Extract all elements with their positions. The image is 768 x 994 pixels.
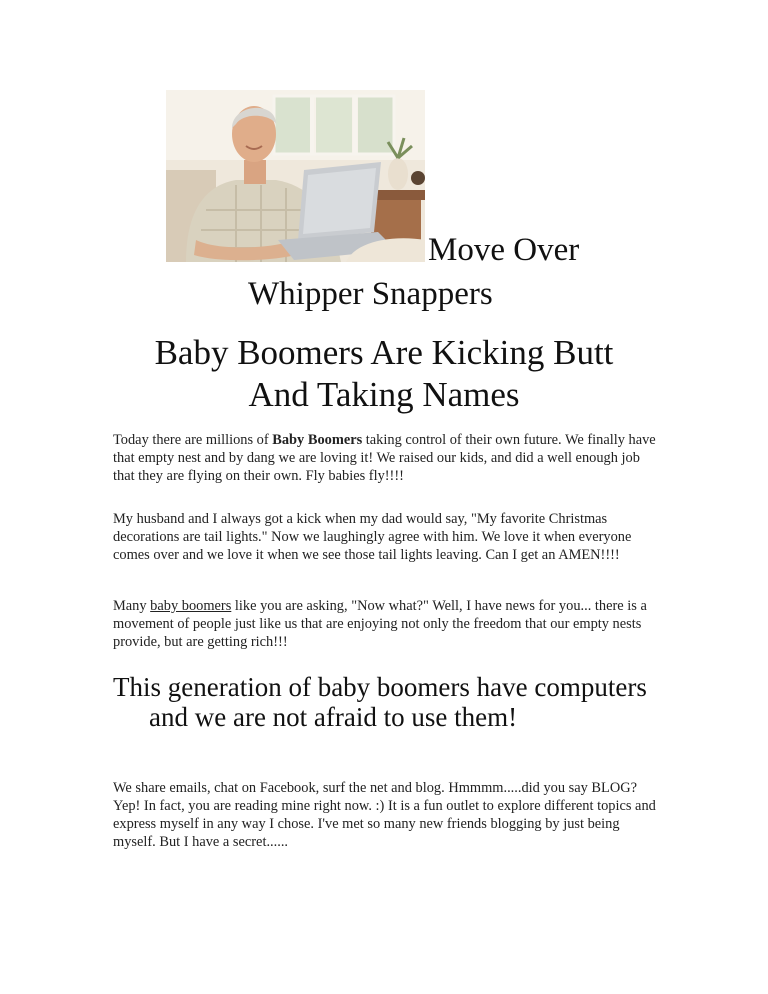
paragraph-now-what [113,597,658,651]
man-with-laptop-photo [166,90,425,262]
paragraph-now-what-end: like you are asking, "Now what?" Well, I have news for you... there is a movement of people just like us that are enjoying not only the freedom that our empty nests provide, but are getting rich!!! [113,598,647,650]
paragraph-intro-text-end: taking control of their own future. We finally have that empty nest and by dang we are loving it! We raised our kids, and did a well enough job that they are flying on their own. Fly babies fly!!!! [113,432,656,484]
paragraph-intro [113,431,658,485]
headline [100,332,668,416]
baby-boomers-bold: Baby Boomers [272,432,363,448]
title-line-2: Whipper Snappers [248,276,493,312]
baby-boomers-link[interactable]: baby boomers [150,598,232,614]
title-line-1: Move Over [428,232,580,268]
headline-line-2: And Taking Names [248,375,520,414]
paragraph-tail-lights: My husband and I always got a kick when my dad would say, "My favorite Christmas decorations are tail lights." Now we laughingly agree with him. We love it when everyone comes over and we love it when we see those tail lights leaving. Can I get an AMEN!!!! [113,511,632,563]
paragraph-intro-text-start: Today there are millions of [113,432,273,448]
headline-line-1: Baby Boomers Are Kicking Butt [154,333,614,372]
subheading: This generation of baby boomers have computers and we are not afraid to use them! [113,672,647,732]
paragraph-now-what-start: Many [113,598,151,614]
paragraph-blogging: We share emails, chat on Facebook, surf the net and blog. Hmmmm.....did you say BLOG? Yep! In fact, you are reading mine right now. :) It is a fun outlet to explore different topics and express myself in any way I chose. I've met so many new friends blogging by just being myself. But I have a secret...... [113,780,656,850]
